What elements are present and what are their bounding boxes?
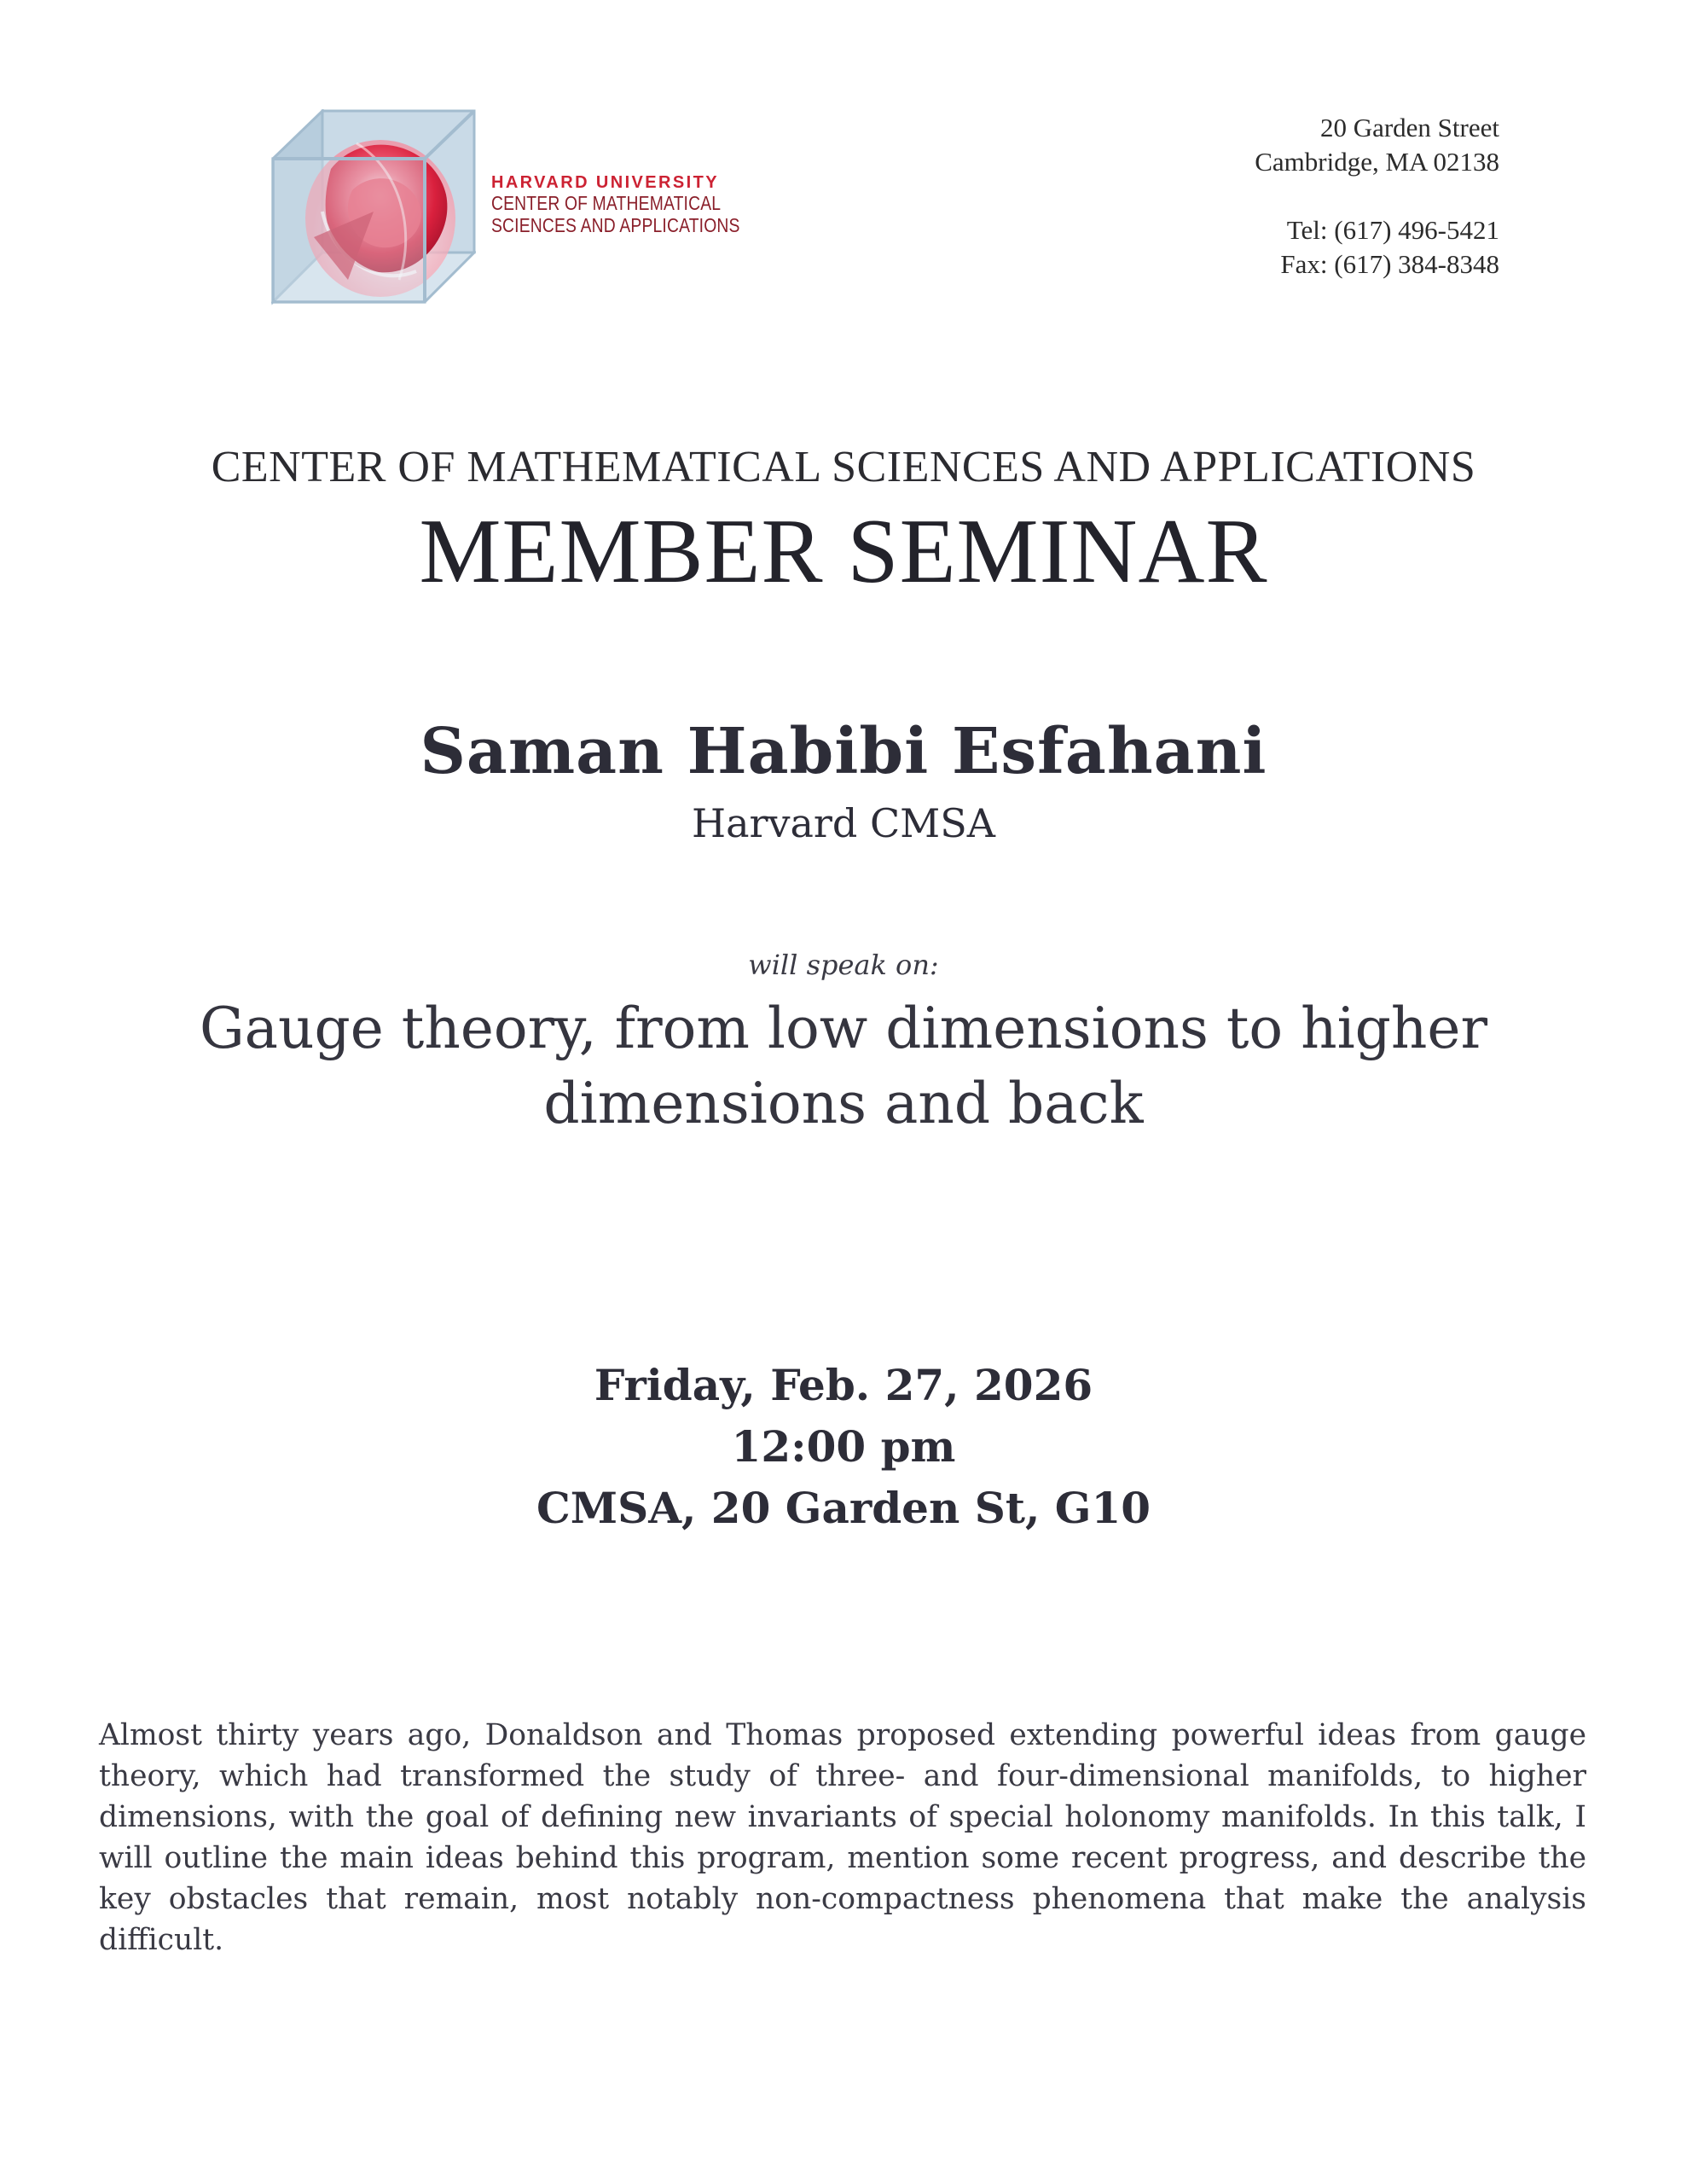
- logo-wordmark: [491, 174, 787, 235]
- talk-title-line-1: Gauge theory, from low dimensions to higher: [199, 996, 1488, 1061]
- address-fax: Fax: (617) 384-8348: [1280, 249, 1499, 279]
- event-location: CMSA, 20 Garden St, G10: [536, 1483, 1151, 1533]
- event-time: 12:00 pm: [731, 1421, 956, 1472]
- address-street: 20 Garden Street: [1319, 113, 1499, 142]
- event-type-row: [0, 499, 1687, 605]
- speaker-name-row: [0, 715, 1687, 788]
- speak-on-label: will speak on:: [748, 949, 939, 981]
- address-tel: Tel: (617) 496-5421: [1286, 215, 1499, 245]
- speaker-affiliation-row: [0, 800, 1687, 846]
- address-city: Cambridge, MA 02138: [1255, 147, 1499, 177]
- logo-sciences-and-applications: SCIENCES AND APPLICATIONS: [491, 214, 740, 236]
- org-title-row: [0, 442, 1687, 492]
- speaker-affiliation: Harvard CMSA: [691, 800, 996, 846]
- org-title: CENTER OF MATHEMATICAL SCIENCES AND APPLICATIONS: [211, 443, 1476, 491]
- speaker-name: Saman Habibi Esfahani: [420, 715, 1267, 788]
- logo-harvard-university: HARVARD UNIVERSITY: [491, 173, 719, 192]
- event-date: Friday, Feb. 27, 2026: [594, 1360, 1093, 1410]
- cmsa-logo: [271, 109, 885, 314]
- logo-center-of-mathematical: CENTER OF MATHEMATICAL: [491, 192, 722, 214]
- talk-title: [0, 991, 1687, 1141]
- event-date-row: [0, 1360, 1687, 1410]
- event-type-title: MEMBER SEMINAR: [419, 501, 1268, 602]
- speak-on-row: [0, 949, 1687, 981]
- contact-address: [1255, 111, 1499, 282]
- event-location-row: [0, 1483, 1687, 1533]
- cmsa-cube-logo-icon: [271, 109, 476, 314]
- talk-abstract: Almost thirty years ago, Donaldson and Thomas proposed extending powerful ideas from gauge theory, which had transformed the study of three- and four-dimensional manifolds, to higher dimensions, with the goal of defining new invariants of special holonomy manifolds. In this talk, I will outline the main ideas behind this program, mention some recent progress, and describe the key obstacles that remain, most notably non-compactness phenomena that make the analysis difficult.: [99, 1718, 1586, 1957]
- event-time-row: [0, 1421, 1687, 1472]
- talk-title-line-2: dimensions and back: [543, 1071, 1144, 1136]
